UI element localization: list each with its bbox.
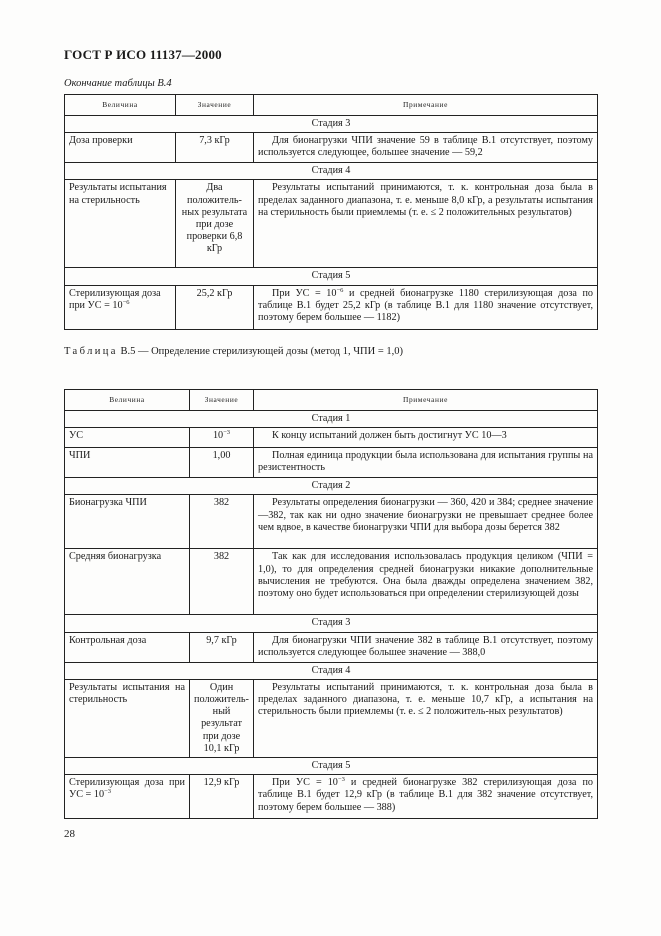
quantity-text: Стерилизующая доза при УС = 10 [69,287,161,311]
column-header-note: Примечание [254,390,598,411]
table-row [65,133,598,163]
value-cell: 12,9 кГр [190,775,254,819]
table-b5-caption [64,346,403,357]
exponent: −3 [337,776,345,784]
quantity-cell: Бионагрузка ЧПИ [65,495,190,549]
table-row [65,180,598,268]
note-cell [254,285,598,329]
stage-label: Стадия 4 [65,163,598,180]
column-header-note: Примечание [254,95,598,116]
table-row [65,632,598,662]
quantity-cell: Средняя бионагрузка [65,549,190,615]
stage-row [65,662,598,679]
caption-text: В.5 — Определение стерилизующей дозы (метод 1, ЧПИ = 1,0) [117,346,404,357]
stage-label: Стадия 3 [65,116,598,133]
quantity-text: Стерилизующая доза при УС = 10 [69,777,185,801]
value-cell [190,428,254,448]
quantity-cell: ЧПИ [65,448,190,478]
column-header-quantity: Величина [65,95,176,116]
table-row [65,448,598,478]
value-cell: Два положитель-ных результата при дозе проверки 6,8 кГр [176,180,254,268]
value-cell: 9,7 кГр [190,632,254,662]
column-header-quantity: Величина [65,390,190,411]
exponent: −3 [104,788,111,796]
note-cell: К концу испытаний должен быть достигнут УС 10—3 [254,428,598,448]
quantity-cell: УС [65,428,190,448]
quantity-cell: Результаты испытания на стерильность [65,180,176,268]
table-header-row [65,95,598,116]
exponent: −6 [336,286,344,294]
value-cell: 1,00 [190,448,254,478]
table-row [65,549,598,615]
quantity-cell [65,775,190,819]
table-row [65,775,598,819]
note-text: При УС = 10 [272,287,337,299]
table-row [65,428,598,448]
stage-row [65,615,598,632]
value-cell: 382 [190,495,254,549]
stage-label: Стадия 3 [65,615,598,632]
note-cell: Полная единица продукции была использована для испытания группы на резистентность [254,448,598,478]
caption-label: Таблица [64,346,118,357]
stage-row [65,411,598,428]
stage-label: Стадия 5 [65,758,598,775]
exponent: −3 [223,429,231,437]
stage-label: Стадия 2 [65,478,598,495]
quantity-cell: Результаты испытания на стерильность [65,679,190,757]
document-title: ГОСТ Р ИСО 11137—2000 [64,47,222,62]
note-cell: Так как для исследования использовалась продукция целиком (ЧПИ = 1,0), то для определения средней бионагрузки никакие дополнительные вычисления не требуются. Она была дважды определена значением 382, поэтому оно будет использоваться при определении стерилизующей дозы [254,549,598,615]
value-cell: 382 [190,549,254,615]
quantity-cell [65,285,176,329]
table-row [65,285,598,329]
stage-row [65,163,598,180]
note-text: и средней бионагрузке 1180 стерилизующая доза по таблице В.1 будет 25,2 кГр (в таблице В.1 для 1180 значение отсутствует, поэтому берем большее — 1182) [258,287,594,324]
note-cell [254,775,598,819]
stage-row [65,116,598,133]
stage-row [65,268,598,285]
table-header-row [65,390,598,411]
page-number: 28 [64,828,75,840]
stage-label: Стадия 4 [65,662,598,679]
value-cell: Один положитель-ный результат при дозе 10,1 кГр [190,679,254,757]
note-cell: Для бионагрузки ЧПИ значение 382 в таблице В.1 отсутствует, поэтому используется следующее большее значение — 388,0 [254,632,598,662]
table-row [65,495,598,549]
note-text: При УС = 10 [272,777,338,789]
exponent: −6 [122,298,130,306]
column-header-value: Значение [176,95,254,116]
value-cell: 25,2 кГр [176,285,254,329]
table-b4-caption: Окончание таблицы В.4 [64,78,172,89]
note-cell: Для бионагрузки ЧПИ значение 59 в таблице В.1 отсутствует, поэтому используется следующее, большее значение — 59,2 [254,133,598,163]
note-cell: Результаты испытаний принимаются, т. к. контрольная доза была в пределах заданного диапазона, т. е. меньше 10,7 кГр, а испытания на стерильность были приемлемы (т. е. ≤ 2 положитель-ных результатов) [254,679,598,757]
note-text: и средней бионагрузке 382 стерилизующая доза по таблице В.1 будет 12,9 кГр (в таблице В.1 для 382 значение отсутствует, поэтому берем большее — 388) [258,777,593,813]
column-header-value: Значение [190,390,254,411]
value-cell: 7,3 кГр [176,133,254,163]
table-b4-end [64,94,598,330]
table-b5 [64,389,598,819]
quantity-cell: Контрольная доза [65,632,190,662]
value-base: 10 [212,430,224,442]
stage-label: Стадия 1 [65,411,598,428]
quantity-cell: Доза проверки [65,133,176,163]
stage-label: Стадия 5 [65,268,598,285]
stage-row [65,478,598,495]
stage-row [65,758,598,775]
note-cell: Результаты определения бионагрузки — 360, 420 и 384; среднее значение —382, так как ни одно значение бионагрузки не превышает среднее более чем вдвое, в качестве бионагрузки ЧПИ для выбора дозы берется 382 [254,495,598,549]
note-cell: Результаты испытаний принимаются, т. к. контрольная доза была в пределах заданного диапазона, т. е. меньше 8,0 кГр, а результаты испытания на стерильность были приемлемы (т. е. ≤ 2 положительных результатов) [254,180,598,268]
table-row [65,679,598,757]
